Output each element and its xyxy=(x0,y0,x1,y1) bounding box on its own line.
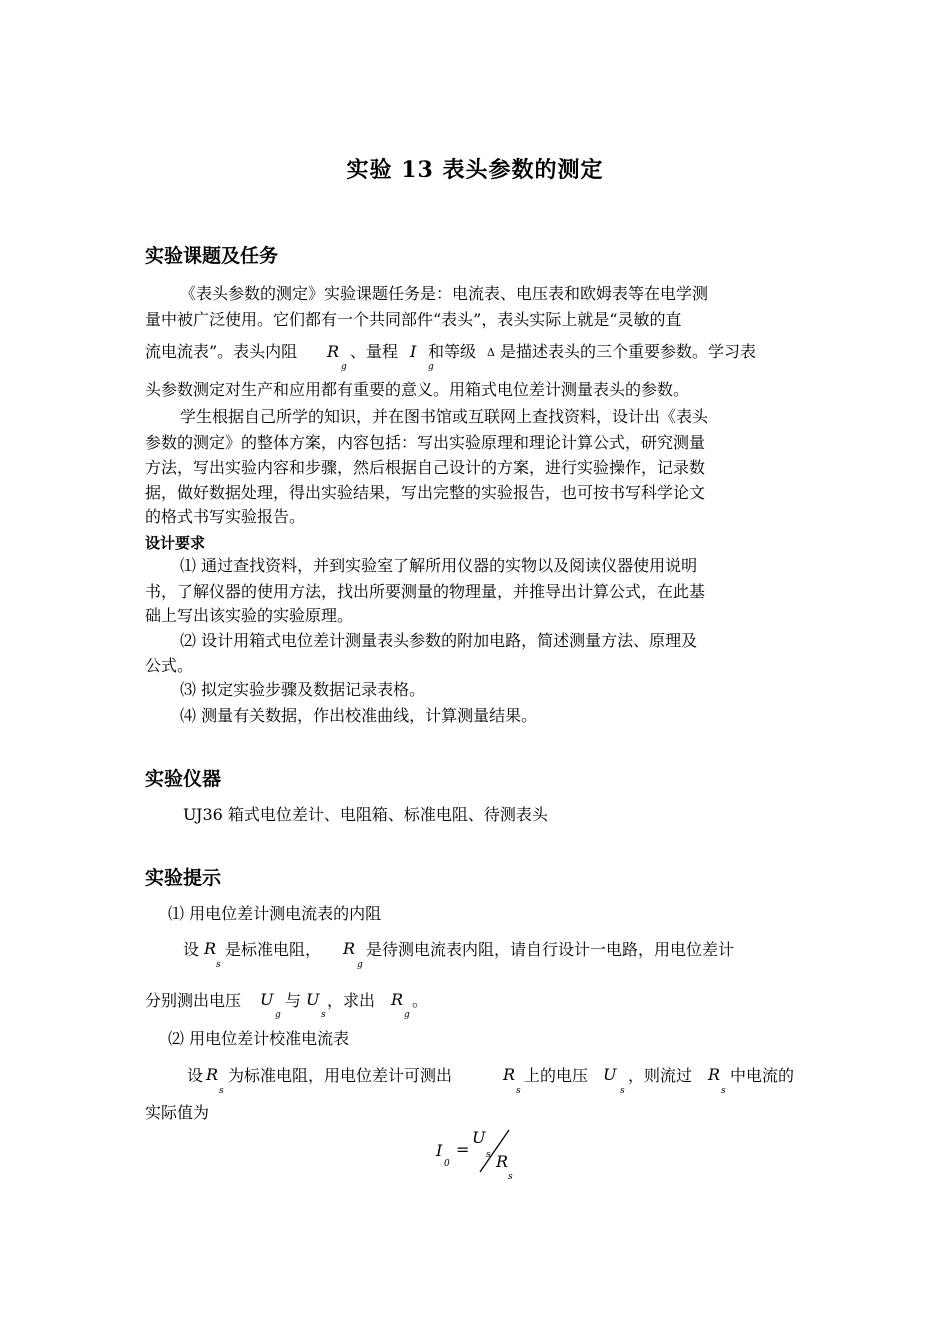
hint2-title: ⑵ 用电位差计校准电流表 xyxy=(168,1029,350,1048)
subscript-s: s xyxy=(216,960,221,970)
design-line-7: ⑷ 测量有关数据，作出校准曲线，计算测量结果。 xyxy=(180,706,538,725)
subscript-s: s xyxy=(486,1150,491,1160)
design-line-5: 公式。 xyxy=(145,656,194,675)
heading-task: 实验课题及任务 xyxy=(145,245,279,267)
hint1-text-e: 与 xyxy=(285,991,302,1010)
task-line-4: 头参数测定对生产和应用都有重要的意义。用箱式电位差计测量表头的参数。 xyxy=(145,380,690,399)
task-line-3-text-d: 是描述表头的三个重要参数。学习表 xyxy=(500,342,757,361)
symbol-R: R xyxy=(391,990,404,1009)
subscript-s: s xyxy=(620,1086,625,1096)
symbol-R: R xyxy=(206,1065,219,1084)
subscript-s: s xyxy=(321,1010,326,1020)
subscript-g: g xyxy=(275,1010,281,1020)
hint2-text-a: 设 xyxy=(187,1066,204,1085)
hint2-text-c: 上的电压 xyxy=(524,1066,589,1085)
instrument-list: UJ36 箱式电位差计、电阻箱、标准电阻、待测表头 xyxy=(183,805,548,824)
symbol-delta: Δ xyxy=(487,346,495,359)
task-line-2: 量中被广泛使用。它们都有一个共同部件“表头”，表头实际上就是“灵敏的直 xyxy=(145,310,682,329)
subscript-g: g xyxy=(357,960,363,970)
subscript-s: s xyxy=(721,1086,726,1096)
subscript-g: g xyxy=(341,362,347,372)
design-line-3: 础上写出该实验的实验原理。 xyxy=(145,606,354,625)
subscript-s: s xyxy=(219,1086,224,1096)
hint1-text-b: 是标准电阻， xyxy=(225,940,322,959)
hint1-text-f: ，求出 xyxy=(327,991,376,1010)
symbol-U: U xyxy=(306,990,320,1009)
task-line-3-text-a: 流电流表”。表头内阻 xyxy=(145,342,298,361)
design-line-4: ⑵ 设计用箱式电位差计测量表头参数的附加电路，简述测量方法、原理及 xyxy=(180,631,698,650)
subscript-s: s xyxy=(508,1172,513,1182)
design-line-2: 书，了解仪器的使用方法，找出所要测量的物理量，并推导出计算公式，在此基 xyxy=(145,582,706,601)
subscript-g: g xyxy=(428,362,434,372)
equals-sign: = xyxy=(456,1140,470,1159)
hint2-text-b: 为标准电阻，用电位差计可测出 xyxy=(228,1066,453,1085)
subscript-s: s xyxy=(516,1086,521,1096)
task-p2-line-4: 据，做好数据处理，得出实验结果，写出完整的实验报告，也可按书写科学论文 xyxy=(145,483,706,502)
symbol-U: U xyxy=(472,1128,486,1147)
hint1-text-a: 设 xyxy=(183,940,200,959)
symbol-U: U xyxy=(603,1065,617,1084)
heading-instruments: 实验仪器 xyxy=(145,768,222,790)
symbol-R: R xyxy=(708,1065,721,1084)
hint1-title: ⑴ 用电位差计测电流表的内阻 xyxy=(168,904,382,923)
page-title: 实验 13 表头参数的测定 xyxy=(346,157,604,183)
hint1-text-g: 。 xyxy=(412,991,429,1010)
design-line-1: ⑴ 通过查找资料，并到实验室了解所用仪器的实物以及阅读仪器使用说明 xyxy=(180,556,698,575)
hint1-text-d: 分别测出电压 xyxy=(145,991,242,1010)
symbol-R: R xyxy=(204,939,217,958)
symbol-R: R xyxy=(327,342,340,361)
subscript-0: 0 xyxy=(444,1159,450,1169)
subscript-g: g xyxy=(404,1010,410,1020)
symbol-I: I xyxy=(436,1141,443,1160)
hint2-text-e: 中电流的 xyxy=(730,1066,795,1085)
task-p2-line-3: 方法，写出实验内容和步骤，然后根据自己设计的方案，进行实验操作，记录数 xyxy=(145,458,706,477)
heading-hints: 实验提示 xyxy=(145,867,222,889)
hint2-line-2: 实际值为 xyxy=(145,1103,210,1122)
task-line-3-text-c: 和等级 xyxy=(428,342,477,361)
heading-design: 设计要求 xyxy=(145,534,206,552)
symbol-R: R xyxy=(496,1152,509,1171)
hint2-text-d: ，则流过 xyxy=(628,1066,693,1085)
symbol-I: I xyxy=(410,342,417,361)
task-p2-line-5: 的格式书写实验报告。 xyxy=(145,507,306,526)
task-line-3-text-b: 、量程 xyxy=(350,342,399,361)
design-line-6: ⑶ 拟定实验步骤及数据记录表格。 xyxy=(180,680,426,699)
symbol-U: U xyxy=(260,990,274,1009)
hint1-text-c: 是待测电流表内阻，请自行设计一电路，用电位差计 xyxy=(366,940,735,959)
task-p2-line-1: 学生根据自己所学的知识，并在图书馆或互联网上查找资料，设计出《表头 xyxy=(180,407,709,426)
task-p2-line-2: 参数的测定》的整体方案，内容包括：写出实验原理和理论计算公式，研究测量 xyxy=(145,433,706,452)
symbol-R: R xyxy=(503,1065,516,1084)
task-line-1: 《表头参数的测定》实验课题任务是：电流表、电压表和欧姆表等在电学测 xyxy=(180,284,709,303)
symbol-R: R xyxy=(343,939,356,958)
